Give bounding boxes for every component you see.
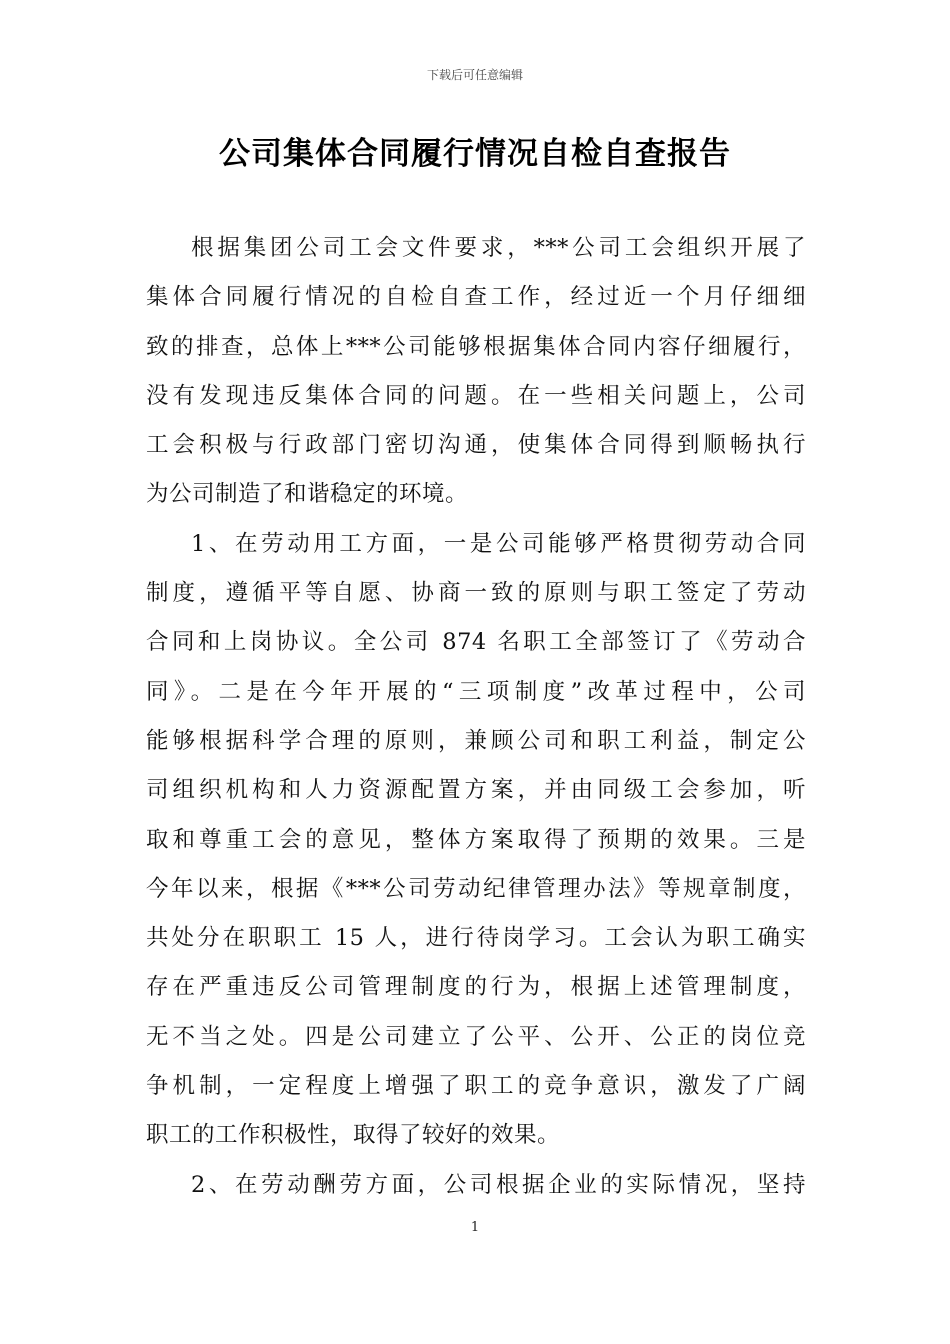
- document-title: 公司集体合同履行情况自检自查报告: [219, 136, 731, 172]
- header-note: 下载后可任意编辑: [426, 68, 523, 82]
- text-line: 2、在劳动酬劳方面，公司根据企业的实际情况，坚持: [191, 1171, 806, 1198]
- text-line: 集体合同履行情况的自检自查工作，经过近一个月仔细细: [146, 284, 806, 311]
- text-line: 司组织机构和人力资源配置方案，并由同级工会参加，听: [146, 777, 806, 804]
- text-line: 为公司制造了和谐稳定的环境。: [146, 481, 469, 508]
- text-line: 工会积极与行政部门密切沟通，使集体合同得到顺畅执行: [146, 432, 806, 459]
- text-line: 取和尊重工会的意见，整体方案取得了预期的效果。三是: [146, 826, 806, 853]
- text-line: 争机制，一定程度上增强了职工的竞争意识，激发了广阔: [146, 1073, 806, 1100]
- text-line: 没有发现违反集体合同的问题。在一些相关问题上，公司: [146, 382, 806, 409]
- text-line: 合同和上岗协议。全公司 874 名职工全部签订了《劳动合: [146, 629, 806, 656]
- text-line: 今年以来，根据《***公司劳动纪律管理办法》等规章制度，: [146, 875, 806, 902]
- text-line: 存在严重违反公司管理制度的行为，根据上述管理制度，: [146, 974, 806, 1001]
- text-line: 致的排查，总体上***公司能够根据集体合同内容仔细履行，: [146, 333, 806, 360]
- text-line: 根据集团公司工会文件要求，***公司工会组织开展了: [191, 235, 806, 261]
- document-body: [146, 224, 806, 1210]
- text-line: 职工的工作积极性，取得了较好的效果。: [146, 1122, 561, 1149]
- page-number: 1: [470, 1220, 480, 1235]
- text-line: 能够根据科学合理的原则，兼顾公司和职工利益，制定公: [146, 727, 806, 754]
- text-line: 无不当之处。四是公司建立了公平、公开、公正的岗位竞: [146, 1023, 806, 1050]
- text-line: 1、在劳动用工方面，一是公司能够严格贯彻劳动合同: [191, 530, 806, 557]
- text-line: 制度，遵循平等自愿、协商一致的原则与职工签定了劳动: [146, 580, 806, 607]
- text-line: 同》。二是在今年开展的“三项制度”改革过程中，公司: [146, 678, 806, 705]
- text-line: 共处分在职职工 15 人，进行待岗学习。工会认为职工确实: [146, 925, 806, 952]
